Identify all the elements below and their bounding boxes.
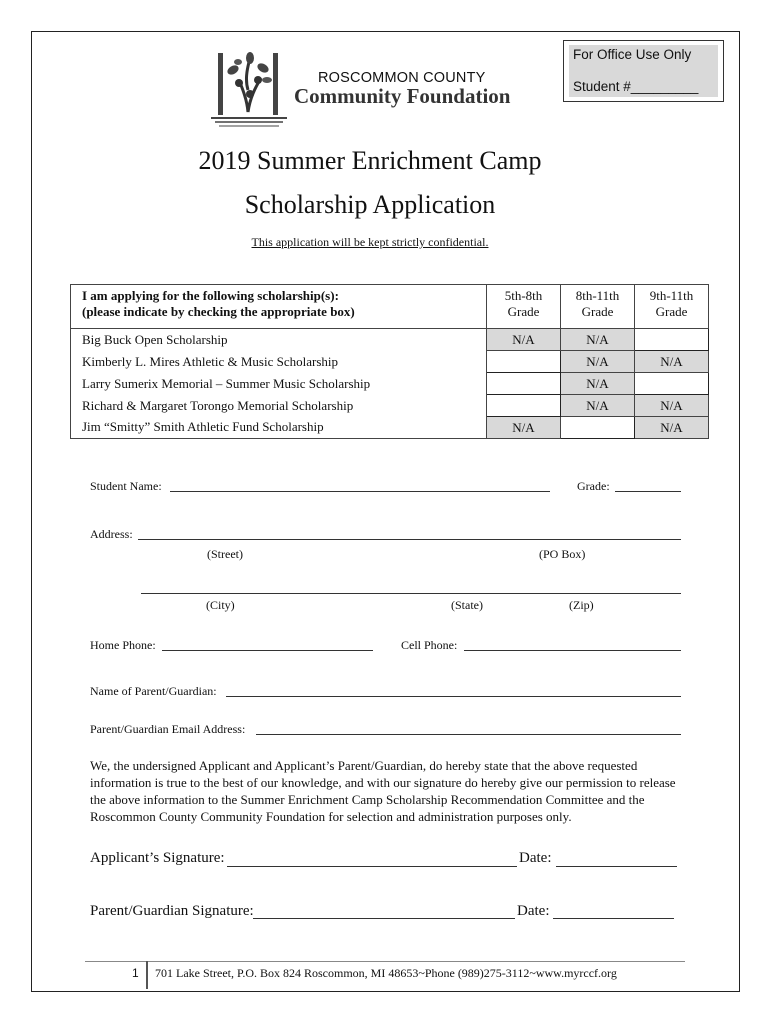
consent-statement: We, the undersigned Applicant and Applicant’s Parent/Guardian, do hereby state that the above requested information is true to the best of our knowledge, and with our signature do hereby give our permission to release the above information to the Summer Enrichment Camp Scholarship Recommendation Committee and the Roscommon County Community Foundation for selection and administration purposes only. — [90, 758, 676, 824]
scholarship-checkbox[interactable] — [635, 373, 709, 395]
scholarship-checkbox[interactable] — [487, 395, 561, 417]
applicant-signature-label: Applicant’s Signature: — [90, 850, 225, 866]
grade-column-header — [635, 285, 709, 329]
org-name-line2: Community Foundation — [294, 84, 511, 108]
grade-header-line1: 9th-11th — [649, 288, 694, 303]
na-cell: N/A — [487, 417, 561, 439]
office-use-title: For Office Use Only — [573, 47, 692, 62]
footer-address: 701 Lake Street, P.O. Box 824 Roscommon, MI 48653~Phone (989)275-3112~www.myrccf.org — [155, 966, 617, 980]
grade-header-line2: Grade — [507, 304, 540, 319]
page-number: 1 — [132, 966, 139, 980]
parent-name-field[interactable] — [226, 696, 681, 697]
street-caption: (Street) — [207, 547, 243, 561]
parent-name-label: Name of Parent/Guardian: — [90, 684, 217, 698]
parent-signature-label: Parent/Guardian Signature: — [90, 903, 254, 919]
grade-column-header — [487, 285, 561, 329]
page-subtitle: Scholarship Application — [244, 190, 496, 219]
parent-date-label: Date: — [517, 903, 550, 919]
na-cell: N/A — [635, 395, 709, 417]
scholarship-checkbox[interactable] — [487, 373, 561, 395]
table-row — [71, 329, 709, 351]
home-phone-label: Home Phone: — [90, 638, 156, 652]
applicant-date-label: Date: — [519, 850, 552, 866]
grade-column-header — [561, 285, 635, 329]
student-number-field[interactable]: Student #_________ — [573, 79, 699, 94]
scholarship-checkbox[interactable] — [635, 329, 709, 351]
scholarship-name: Big Buck Open Scholarship — [71, 329, 487, 351]
grade-field[interactable] — [615, 491, 681, 492]
scholarship-checkbox[interactable] — [561, 417, 635, 439]
parent-signature-field[interactable] — [253, 918, 515, 919]
student-name-field[interactable] — [170, 491, 550, 492]
address-street-field[interactable] — [138, 539, 681, 540]
parent-email-field[interactable] — [256, 734, 681, 735]
office-use-box — [563, 40, 724, 102]
na-cell: N/A — [635, 417, 709, 439]
cell-phone-field[interactable] — [464, 650, 681, 651]
org-name-line1: ROSCOMMON COUNTY — [318, 70, 486, 86]
office-use-shading — [569, 45, 718, 97]
table-row — [71, 417, 709, 439]
scholarship-table — [70, 284, 709, 439]
scholarship-name: Kimberly L. Mires Athletic & Music Scholarship — [71, 351, 487, 373]
student-name-label: Student Name: — [90, 479, 162, 493]
na-cell: N/A — [635, 351, 709, 373]
table-row — [71, 373, 709, 395]
footer-divider — [146, 961, 148, 989]
grade-label: Grade: — [577, 479, 610, 493]
grade-header-line1: 5th-8th — [504, 288, 543, 303]
na-cell: N/A — [561, 373, 635, 395]
parent-email-label: Parent/Guardian Email Address: — [90, 722, 246, 736]
zip-caption: (Zip) — [569, 598, 594, 612]
scholarship-checkbox[interactable] — [487, 351, 561, 373]
na-cell: N/A — [487, 329, 561, 351]
na-cell: N/A — [561, 329, 635, 351]
footer-rule — [85, 961, 685, 962]
parent-date-field[interactable] — [553, 918, 674, 919]
table-header-instructions — [71, 285, 487, 329]
grade-header-line1: 8th-11th — [575, 288, 620, 303]
address-city-field[interactable] — [141, 593, 681, 594]
scholarship-name: Larry Sumerix Memorial – Summer Music Scholarship — [71, 373, 487, 395]
city-caption: (City) — [206, 598, 235, 612]
scholarship-name: Richard & Margaret Torongo Memorial Scholarship — [71, 395, 487, 417]
home-phone-field[interactable] — [162, 650, 373, 651]
scholarship-name: Jim “Smitty” Smith Athletic Fund Scholarship — [71, 417, 487, 439]
grade-header-line2: Grade — [581, 304, 614, 319]
na-cell: N/A — [561, 351, 635, 373]
na-cell: N/A — [561, 395, 635, 417]
confidential-note: This application will be kept strictly confidential. — [251, 235, 489, 249]
applicant-signature-field[interactable] — [227, 866, 517, 867]
state-caption: (State) — [451, 598, 483, 612]
table-row — [71, 351, 709, 373]
table-header-row — [71, 285, 709, 329]
header-line2: (please indicate by checking the appropriate box) — [82, 304, 355, 319]
header-line1: I am applying for the following scholarship(s): — [82, 288, 339, 303]
table-row — [71, 395, 709, 417]
po-box-caption: (PO Box) — [539, 547, 586, 561]
tree-people-logo-icon — [203, 50, 295, 130]
grade-header-line2: Grade — [655, 304, 688, 319]
address-label: Address: — [90, 527, 133, 541]
cell-phone-label: Cell Phone: — [401, 638, 458, 652]
page-title: 2019 Summer Enrichment Camp — [198, 146, 542, 175]
applicant-date-field[interactable] — [556, 866, 677, 867]
